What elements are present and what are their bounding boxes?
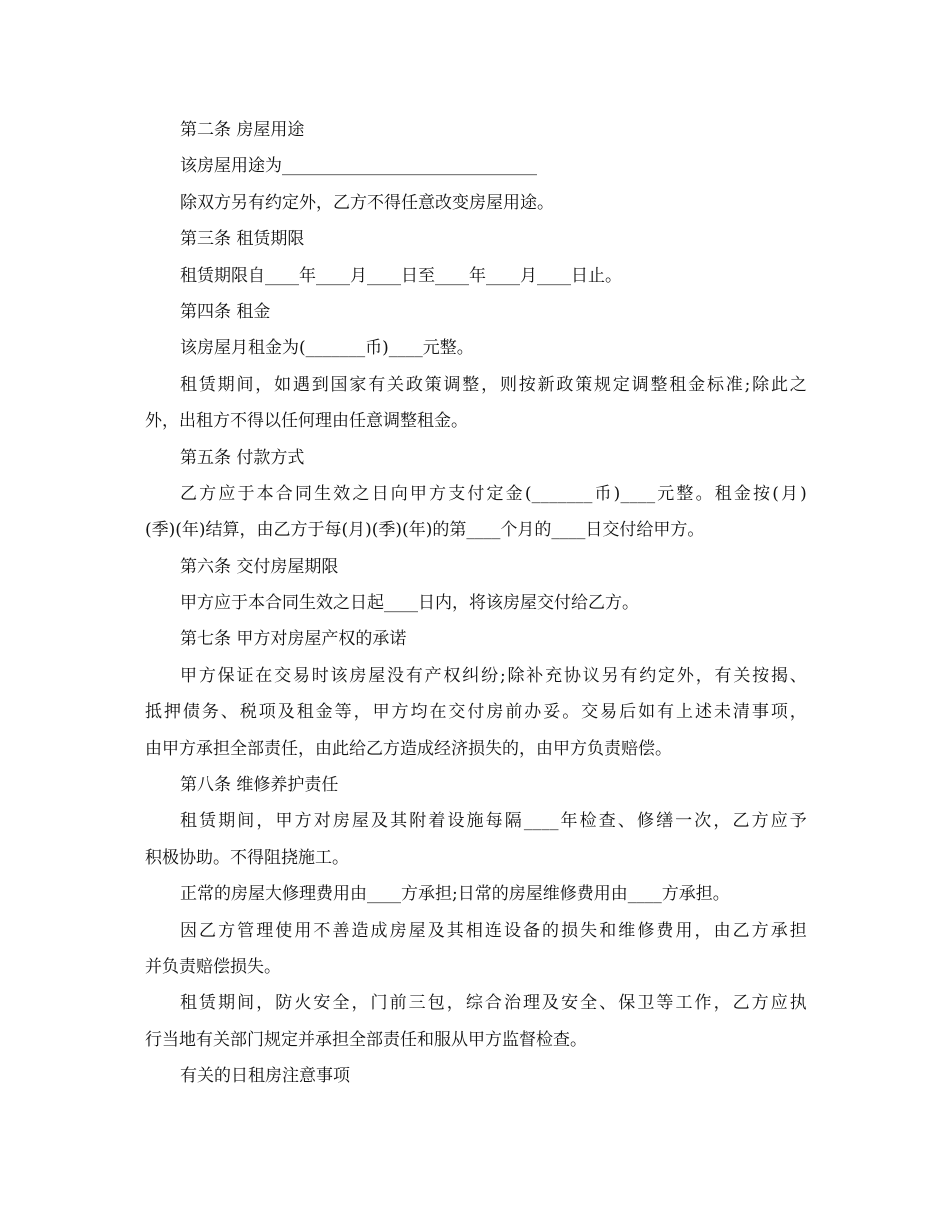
article-8-heading: 第八条 维修养护责任 — [180, 775, 339, 796]
lease-term-line: 租赁期限自____年____月____日至____年____月____日止。 — [180, 265, 622, 286]
document-body — [145, 112, 807, 1095]
inspection-paragraph-line-1: 租赁期间，甲方对房屋及其附着设施每隔____年检查、修缮一次，乙方应予 — [180, 811, 807, 832]
damage-liability-line-1: 因乙方管理使用不善造成房屋及其相连设备的损失和维修费用，由乙方承担 — [180, 920, 807, 941]
article-7-heading: 第七条 甲方对房屋产权的承诺 — [180, 629, 407, 650]
repair-cost-line: 正常的房屋大修理费用由____方承担;日常的房屋维修费用由____方承担。 — [180, 884, 730, 905]
article-4-heading: 第四条 租金 — [180, 301, 271, 322]
property-warranty-line-3: 由甲方承担全部责任，由此给乙方造成经济损失的，由甲方负责赔偿。 — [145, 738, 672, 759]
safety-paragraph-line-1: 租赁期间，防火安全，门前三包，综合治理及安全、保卫等工作，乙方应执 — [180, 993, 807, 1014]
house-use-clause: 除双方另有约定外，乙方不得任意改变房屋用途。 — [180, 192, 554, 213]
article-2-heading: 第二条 房屋用途 — [180, 120, 305, 140]
rent-adjustment-paragraph-line-2: 外，出租方不得以任何理由任意调整租金。 — [145, 411, 468, 432]
notes-heading: 有关的日租房注意事项 — [180, 1066, 350, 1087]
rent-adjustment-paragraph-line-1: 租赁期间，如遇到国家有关政策调整，则按新政策规定调整租金标准;除此之 — [180, 374, 807, 395]
inspection-paragraph-line-2: 积极协助。不得阻挠施工。 — [145, 847, 349, 868]
payment-paragraph-line-1: 乙方应于本合同生效之日向甲方支付定金(_______币)____元整。租金按(月) — [180, 483, 807, 504]
house-use-field-line: 该房屋用途为______________________________ — [180, 156, 537, 177]
payment-paragraph-line-2: (季)(年)结算，由乙方于每(月)(季)(年)的第____个月的____日交付给甲方。 — [145, 520, 705, 541]
property-warranty-line-1: 甲方保证在交易时该房屋没有产权纠纷;除补充协议另有约定外，有关按揭、 — [180, 665, 807, 686]
article-3-heading: 第三条 租赁期限 — [180, 229, 305, 250]
delivery-term-line: 甲方应于本合同生效之日起____日内，将该房屋交付给乙方。 — [180, 593, 639, 614]
article-6-heading: 第六条 交付房屋期限 — [180, 556, 339, 577]
property-warranty-line-2: 抵押债务、税项及租金等，甲方均在交付房前办妥。交易后如有上述未清事项， — [145, 702, 807, 723]
monthly-rent-line: 该房屋月租金为(_______币)____元整。 — [180, 338, 474, 359]
safety-paragraph-line-2: 行当地有关部门规定并承担全部责任和服从甲方监督检查。 — [145, 1029, 587, 1050]
article-5-heading: 第五条 付款方式 — [180, 447, 305, 468]
damage-liability-line-2: 并负责赔偿损失。 — [145, 956, 281, 977]
